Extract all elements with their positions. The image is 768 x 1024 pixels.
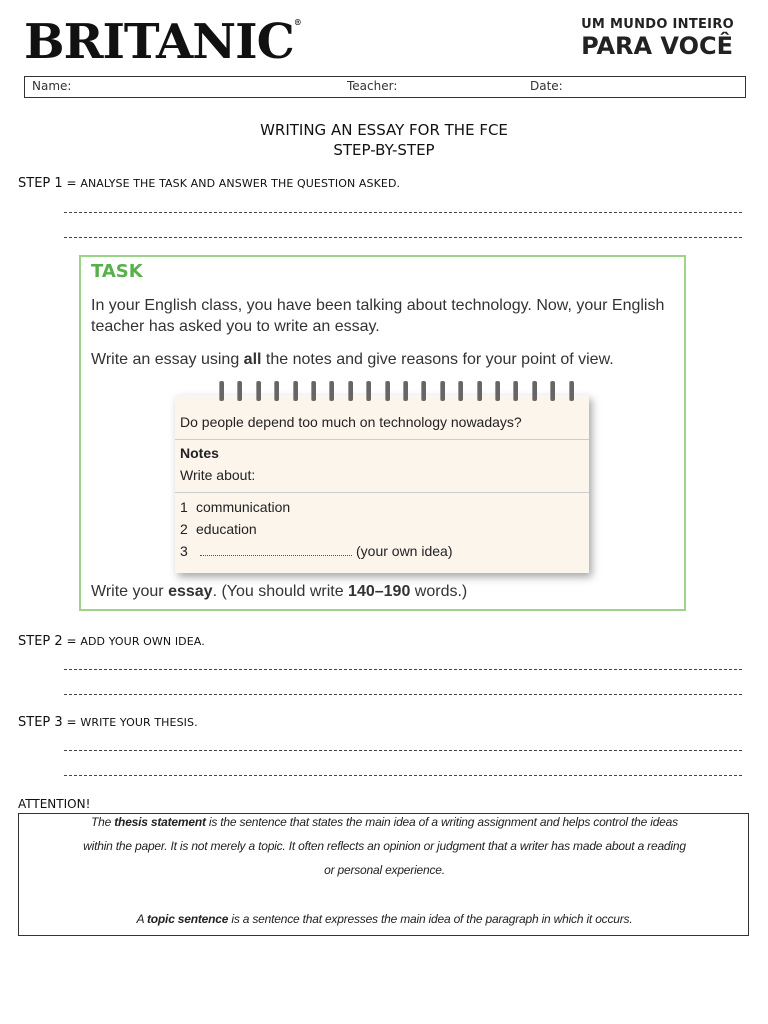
ring-icon [366,381,371,401]
task-footer [91,583,467,601]
name-label: Name: [32,79,72,93]
ring-icon [440,381,445,401]
ring-icon [477,381,482,401]
answer-line [64,775,742,776]
ring-icon [513,381,518,401]
notes-title: Notes [180,445,219,461]
note-number: 1 [180,499,188,515]
ring-icon [495,381,500,401]
date-label: Date: [530,79,563,93]
ring-icon [458,381,463,401]
footer-emphasis: 140–190 [348,583,411,600]
ring-icon [532,381,537,401]
dotted-blank [200,555,352,556]
step-label: STEP 2 [18,634,63,649]
ring-icon [311,381,316,401]
instruction-text: Write an essay using [91,351,244,368]
step-text: WRITE YOUR THESIS. [80,716,198,729]
step-label: STEP 1 [18,176,63,191]
notebook-card [175,395,589,573]
thesis-definition-line-1 [27,810,742,834]
footer-emphasis: essay [168,583,213,600]
instruction-text: the notes and give reasons for your point of view. [261,351,614,368]
ring-icon [403,381,408,401]
instruction-emphasis: all [243,351,262,368]
ring-icon [569,381,574,401]
ring-icon [385,381,390,401]
spiral-binding-icon [219,381,579,403]
answer-line [64,669,742,670]
thesis-definition-line-2: within the paper. It is not merely a topic. It often reflects an opinion or judgment that a writer has made about a reading [83,839,686,853]
definition-text: is the sentence that states the main idea of a writing assignment and helps control the ideas [205,815,678,829]
task-instruction [91,351,614,369]
teacher-label: Teacher: [347,79,398,93]
note-text: communication [196,499,291,515]
ring-icon [550,381,555,401]
divider [175,439,589,440]
britanic-logo [24,14,302,70]
answer-line [64,237,742,238]
ring-icon [348,381,353,401]
ring-icon [329,381,334,401]
ring-icon [293,381,298,401]
step-text: ADD YOUR OWN IDEA. [80,635,205,648]
definition-text: is a sentence that expresses the main idea of the paragraph in which it occurs. [228,912,633,926]
slogan-line-1: UM MUNDO INTEIRO [581,17,734,32]
registered-mark: ® [293,17,302,27]
thesis-definition-line-3: or personal experience. [324,863,445,877]
step-text: ANALYSE THE TASK AND ANSWER THE QUESTION ASKED. [80,177,401,190]
thesis-keyword: thesis statement [114,815,206,829]
answer-line [64,750,742,751]
note-number: 3 [180,543,188,559]
task-intro: In your English class, you have been talking about technology. Now, your English teacher has asked you to write an essay. [91,297,665,335]
note-text: (your own idea) [356,543,453,559]
divider [175,492,589,493]
footer-text: words.) [410,583,468,600]
note-item [180,499,290,515]
ring-icon [256,381,261,401]
ring-icon [421,381,426,401]
step-1 [18,176,400,191]
note-text: education [196,521,257,537]
task-box [79,255,686,611]
student-info-bar [24,76,746,98]
write-about-label: Write about: [180,467,256,483]
definition-text: The [91,815,115,829]
task-label: TASK [91,261,143,282]
step-separator: = [62,176,81,190]
step-3 [18,715,198,730]
step-2 [18,634,205,649]
slogan [581,18,734,58]
logo-text: BRITANIC [24,14,294,70]
note-number: 2 [180,521,188,537]
step-separator: = [62,715,81,729]
ring-icon [237,381,242,401]
ring-icon [274,381,279,401]
page-title: WRITING AN ESSAY FOR THE FCE [260,121,508,139]
slogan-line-2: PARA VOCÊ [581,32,733,60]
footer-text: . (You should write [212,583,349,600]
page-subtitle: STEP-BY-STEP [333,141,435,159]
footer-text: Write your [91,583,169,600]
ring-icon [219,381,224,401]
step-label: STEP 3 [18,715,63,730]
definition-text: A [136,912,147,926]
step-separator: = [62,634,81,648]
answer-line [64,212,742,213]
attention-heading: ATTENTION! [18,797,91,811]
note-item [180,543,453,559]
attention-box [18,813,749,936]
topic-keyword: topic sentence [147,912,229,926]
essay-question: Do people depend too much on technology nowadays? [180,414,522,430]
topic-sentence-definition [27,907,742,931]
answer-line [64,694,742,695]
note-item [180,521,257,537]
